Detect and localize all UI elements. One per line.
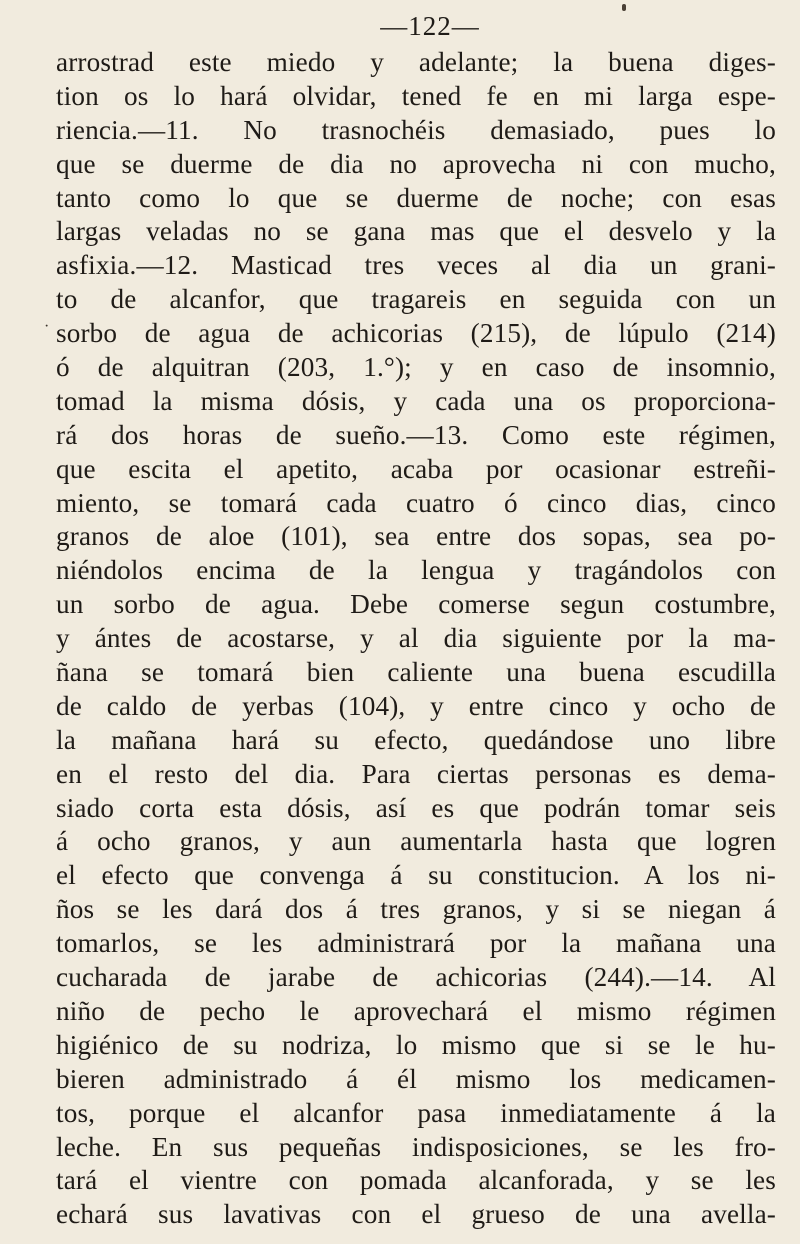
text-line: riencia.—11. No trasnochéis demasiado, pues lo bbox=[56, 114, 776, 145]
text-line: niño de pecho le aprovechará el mismo régimen bbox=[56, 995, 776, 1026]
text-line: la mañana hará su efecto, quedándose uno libre bbox=[56, 724, 776, 755]
text-line: ó de alquitran (203, 1.°); y en caso de insomnio, bbox=[56, 352, 776, 383]
text-line: rá dos horas de sueño.—13. Como este régimen, bbox=[56, 419, 776, 450]
text-line: echará sus lavativas con el grueso de una avella- bbox=[56, 1199, 776, 1230]
text-line: higiénico de su nodriza, lo mismo que si se le hu- bbox=[56, 1029, 776, 1060]
text-line: que escita el apetito, acaba por ocasionar estreñi- bbox=[56, 453, 776, 484]
text-line: arrostrad este miedo y adelante; la buena diges- bbox=[56, 47, 776, 77]
margin-mark: · bbox=[44, 318, 50, 335]
text-line: un sorbo de agua. Debe comerse segun costumbre, bbox=[56, 589, 776, 620]
text-line: de caldo de yerbas (104), y entre cinco y ocho de bbox=[56, 690, 776, 721]
text-line: tará el vientre con pomada alcanforada, y se les bbox=[56, 1165, 776, 1196]
text-line: tos, porque el alcanfor pasa inmediatamente á la bbox=[56, 1097, 776, 1128]
text-line: miento, se tomará cada cuatro ó cinco dias, cinco bbox=[56, 487, 776, 518]
text-line: asfixia.—12. Masticad tres veces al dia un grani- bbox=[56, 250, 776, 281]
text-line: tomad la misma dósis, y cada una os proporciona- bbox=[56, 385, 776, 416]
text-line: tomarlos, se les administrará por la mañana una bbox=[56, 928, 776, 959]
body-text bbox=[56, 46, 784, 1232]
text-line: ños se les dará dos á tres granos, y si se niegan á bbox=[56, 894, 776, 925]
ink-speck bbox=[622, 4, 626, 11]
text-line: siado corta esta dósis, así es que podrán tomar seis bbox=[56, 792, 776, 823]
text-line: ñana se tomará bien caliente una buena escudilla bbox=[56, 657, 776, 688]
text-line: bieren administrado á él mismo los medicamen- bbox=[56, 1063, 776, 1094]
text-line: largas veladas no se gana mas que el desvelo y la bbox=[56, 216, 776, 247]
text-line: en el resto del dia. Para ciertas personas es dema- bbox=[56, 758, 776, 789]
text-line: que se duerme de dia no aprovecha ni con mucho, bbox=[56, 148, 776, 179]
text-line: tion os lo hará olvidar, tened fe en mi larga espe- bbox=[56, 80, 776, 111]
text-line: leche. En sus pequeñas indisposiciones, se les fro- bbox=[56, 1131, 776, 1162]
text-line: y ántes de acostarse, y al dia siguiente por la ma- bbox=[56, 623, 776, 654]
page-number: —122— bbox=[380, 11, 480, 41]
text-line: á ocho granos, y aun aumentarla hasta que logren bbox=[56, 826, 776, 857]
text-line: sorbo de agua de achicorias (215), de lúpulo (214) bbox=[56, 318, 776, 349]
text-line: cucharada de jarabe de achicorias (244).—14. Al bbox=[56, 962, 776, 993]
text-line: el efecto que convenga á su constitucion. A los ni- bbox=[56, 860, 776, 891]
text-line: niéndolos encima de la lengua y tragándolos con bbox=[56, 555, 776, 586]
text-line: granos de aloe (101), sea entre dos sopas, sea po- bbox=[56, 521, 776, 552]
text-line: tanto como lo que se duerme de noche; con esas bbox=[56, 182, 776, 213]
text-line: to de alcanfor, que tragareis en seguida con un bbox=[56, 284, 776, 315]
